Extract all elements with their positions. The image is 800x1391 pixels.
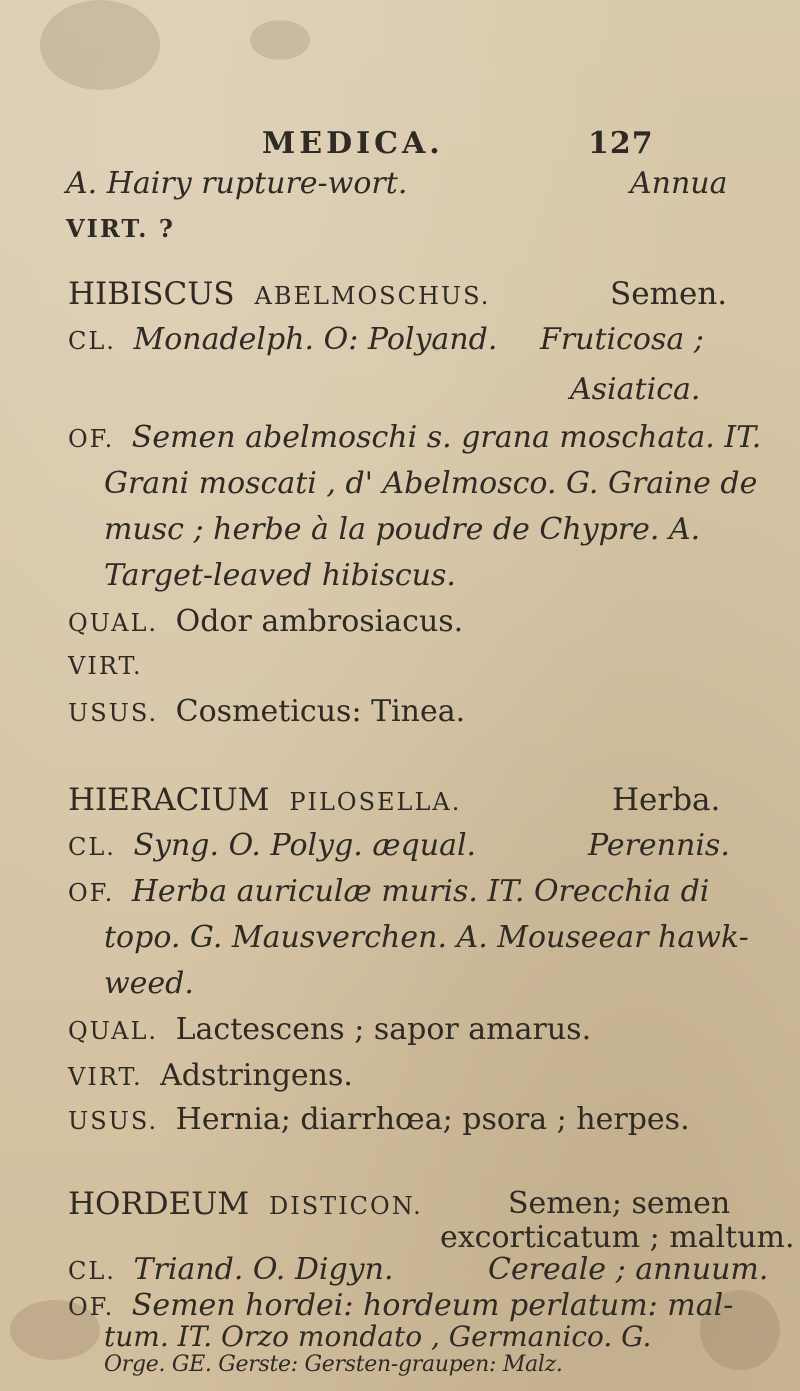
usus-line bbox=[68, 694, 465, 729]
of-line-2: topo. G. Mausverchen. A. Mouseear hawk- bbox=[104, 920, 749, 955]
of-line-3: weed. bbox=[104, 966, 194, 1001]
of-text: Herba auriculæ muris. IT. Orecchia di bbox=[131, 874, 710, 909]
virt-label: VIRT. bbox=[68, 1063, 143, 1091]
entry-species: PILOSELLA. bbox=[289, 788, 462, 816]
cl-text: Triand. O. Digyn. bbox=[133, 1252, 394, 1287]
entry-species: ABELMOSCHUS. bbox=[254, 282, 491, 310]
classification-line bbox=[68, 828, 476, 863]
entry-part-2: excorticatum ; maltum. bbox=[440, 1220, 795, 1255]
officinal-line bbox=[68, 420, 761, 455]
entry-heading bbox=[68, 1186, 423, 1222]
of-label: OF. bbox=[68, 1293, 115, 1321]
continuation-text: A. Hairy rupture-wort. bbox=[66, 166, 408, 201]
running-title: MEDICA. bbox=[262, 126, 444, 161]
of-line-4: Target-leaved hibiscus. bbox=[104, 558, 456, 593]
entry-part: Semen. bbox=[610, 276, 728, 312]
usus-text: Cosmeticus: Tinea. bbox=[175, 694, 466, 729]
quality-line bbox=[68, 1012, 591, 1047]
of-line-3: musc ; herbe à la poudre de Chypre. A. bbox=[104, 512, 701, 547]
entry-name: HORDEUM bbox=[68, 1186, 250, 1222]
virt-label: VIRT. bbox=[68, 652, 143, 680]
usus-line bbox=[68, 1102, 690, 1137]
usus-label: USUS. bbox=[68, 699, 159, 727]
cl-right-2: Asiatica. bbox=[570, 372, 701, 407]
cl-label: CL. bbox=[68, 1257, 116, 1285]
classification-line bbox=[68, 322, 497, 357]
cl-right: Fruticosa ; bbox=[540, 322, 704, 357]
officinal-line bbox=[68, 874, 709, 909]
entry-species: DISTICON. bbox=[269, 1192, 423, 1220]
cl-label: CL. bbox=[68, 327, 116, 355]
virt-line bbox=[68, 1058, 353, 1093]
virt-text: Adstringens. bbox=[160, 1058, 353, 1093]
continuation-line bbox=[66, 166, 407, 201]
entry-name: HIBISCUS bbox=[68, 276, 235, 312]
cl-text: Monadelph. O: Polyand. bbox=[133, 322, 498, 357]
cl-right: Cereale ; annuum. bbox=[488, 1252, 769, 1287]
qual-text: Lactescens ; sapor amarus. bbox=[175, 1012, 592, 1047]
qual-label: QUAL. bbox=[68, 1017, 159, 1045]
classification-line bbox=[68, 1252, 393, 1287]
entry-part: Herba. bbox=[612, 782, 721, 818]
page-number: 127 bbox=[588, 126, 654, 161]
of-label: OF. bbox=[68, 425, 115, 453]
of-line-3: Orge. GE. Gerste: Gersten-graupen: Malz. bbox=[104, 1352, 563, 1377]
virt-label: VIRT. ? bbox=[66, 214, 175, 243]
of-text: Semen abelmoschi s. grana moschata. IT. bbox=[131, 420, 762, 455]
of-text: Semen hordei: hordeum perlatum: mal- bbox=[131, 1288, 734, 1323]
entry-name: HIERACIUM bbox=[68, 782, 270, 818]
cl-right: Perennis. bbox=[588, 828, 730, 863]
qual-text: Odor ambrosiacus. bbox=[175, 604, 464, 639]
cl-label: CL. bbox=[68, 833, 116, 861]
qual-label: QUAL. bbox=[68, 609, 159, 637]
entry-heading bbox=[68, 782, 461, 818]
of-line-2: tum. IT. Orzo mondato , Germanico. G. bbox=[104, 1320, 652, 1353]
officinal-line bbox=[68, 1288, 733, 1323]
usus-text: Hernia; diarrhœa; psora ; herpes. bbox=[175, 1102, 690, 1137]
paper-stain bbox=[40, 0, 160, 90]
of-line-2: Grani moscati , d' Abelmosco. G. Graine de bbox=[104, 466, 758, 501]
continuation-right: Annua bbox=[630, 166, 728, 201]
entry-part: Semen; semen bbox=[508, 1186, 731, 1221]
entry-heading bbox=[68, 276, 490, 312]
quality-line bbox=[68, 604, 463, 639]
paper-stain bbox=[250, 20, 310, 60]
of-label: OF. bbox=[68, 879, 115, 907]
usus-label: USUS. bbox=[68, 1107, 159, 1135]
cl-text: Syng. O. Polyg. æqual. bbox=[133, 828, 477, 863]
